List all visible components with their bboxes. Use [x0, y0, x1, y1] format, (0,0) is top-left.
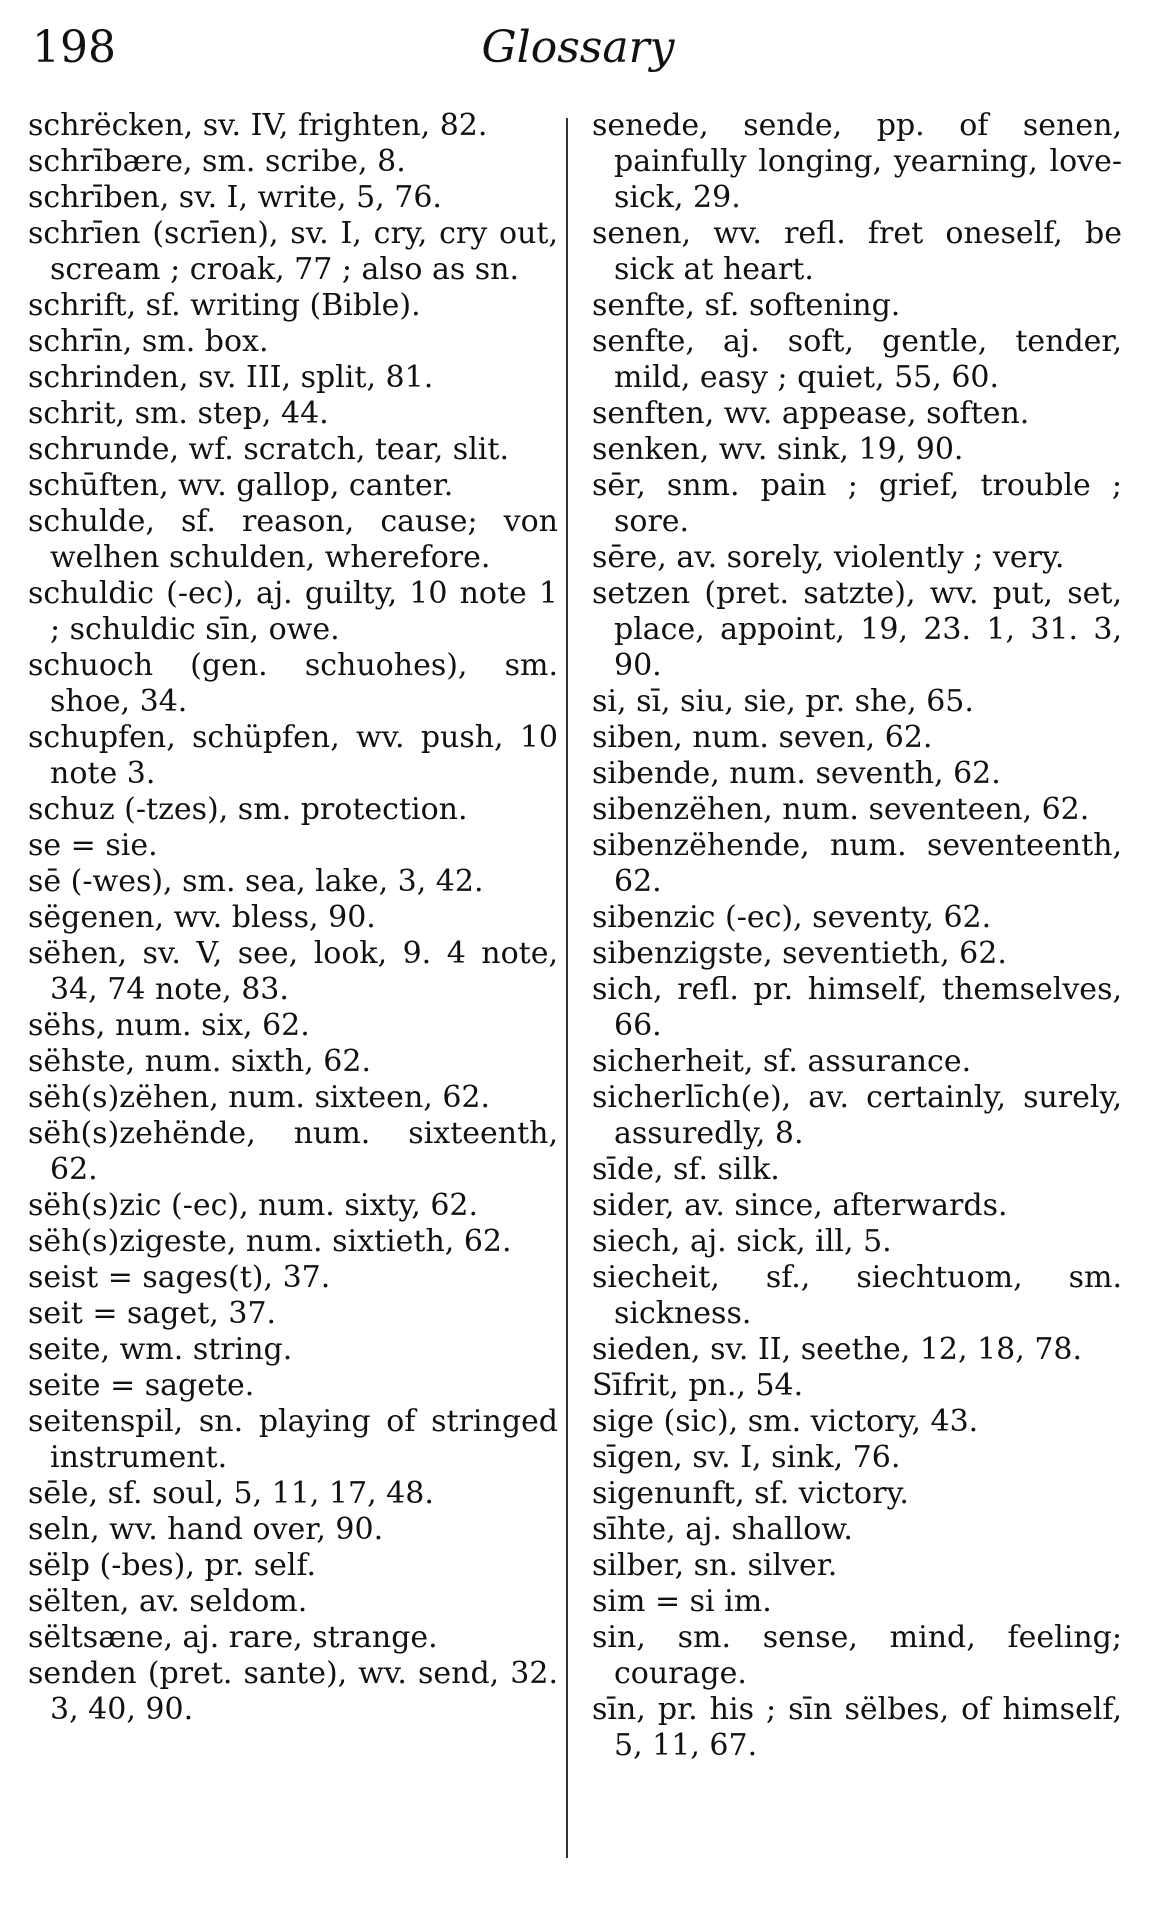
glossary-entry: schulde, sf. reason, cause; von welhen schulden, wherefore.	[28, 504, 558, 575]
glossary-entry: senede, sende, pp. of senen, painfully longing, yearning, love-sick, 29.	[592, 108, 1122, 215]
glossary-entry: sëltsæne, aj. rare, strange.	[28, 1620, 438, 1655]
glossary-entry: sibenzëhende, num. seventeenth, 62.	[592, 828, 1122, 899]
glossary-entry: schrīen (scrīen), sv. I, cry, cry out, scream ; croak, 77 ; also as sn.	[28, 216, 558, 287]
glossary-entry: schrīn, sm. box.	[28, 324, 269, 359]
glossary-entry: setzen (pret. satzte), wv. put, set, place, appoint, 19, 23. 1, 31. 3, 90.	[592, 576, 1122, 683]
glossary-entry: schrift, sf. writing (Bible).	[28, 288, 421, 323]
glossary-column-right	[592, 108, 1122, 1764]
glossary-entry: sëh(s)zëhen, num. sixteen, 62.	[28, 1080, 491, 1115]
glossary-entry: sibenzëhen, num. seventeen, 62.	[592, 792, 1090, 827]
glossary-entry: se = sie.	[28, 828, 158, 863]
glossary-entry: senen, wv. refl. fret oneself, be sick at heart.	[592, 216, 1122, 287]
glossary-entry: sicherheit, sf. assurance.	[592, 1044, 972, 1079]
column-divider	[566, 118, 568, 1858]
glossary-entry: sëhste, num. sixth, 62.	[28, 1044, 371, 1079]
glossary-entry: seit = saget, 37.	[28, 1296, 277, 1331]
glossary-entry: siecheit, sf., siechtuom, sm. sickness.	[592, 1260, 1122, 1331]
glossary-entry: schupfen, schüpfen, wv. push, 10 note 3.	[28, 720, 558, 791]
glossary-entry: sëh(s)zigeste, num. sixtieth, 62.	[28, 1224, 512, 1259]
glossary-entry: senfte, aj. soft, gentle, tender, mild, easy ; quiet, 55, 60.	[592, 324, 1122, 395]
glossary-entry: silber, sn. silver.	[592, 1548, 838, 1583]
glossary-entry: siech, aj. sick, ill, 5.	[592, 1224, 892, 1259]
glossary-entry: schuoch (gen. schuohes), sm. shoe, 34.	[28, 648, 558, 719]
glossary-entry: sēr, snm. pain ; grief, trouble ; sore.	[592, 468, 1122, 539]
glossary-entry: schrinden, sv. III, split, 81.	[28, 360, 434, 395]
glossary-entry: schrīben, sv. I, write, 5, 76.	[28, 180, 442, 215]
glossary-entry: sibenzic (-ec), seventy, 62.	[592, 900, 992, 935]
glossary-entry: schrībære, sm. scribe, 8.	[28, 144, 406, 179]
glossary-entry: Sīfrit, pn., 54.	[592, 1368, 804, 1403]
glossary-entry: senfte, sf. softening.	[592, 288, 901, 323]
glossary-entry: sigenunft, sf. victory.	[592, 1476, 909, 1511]
glossary-entry: sëgenen, wv. bless, 90.	[28, 900, 376, 935]
glossary-entry: siben, num. seven, 62.	[592, 720, 933, 755]
glossary-entry: sëh(s)zic (-ec), num. sixty, 62.	[28, 1188, 479, 1223]
glossary-entry: sëhen, sv. V, see, look, 9. 4 note, 34, 74 note, 83.	[28, 936, 558, 1007]
glossary-entry: schrunde, wf. scratch, tear, slit.	[28, 432, 509, 467]
glossary-entry: sim = si im.	[592, 1584, 772, 1619]
glossary-entry: schūften, wv. gallop, canter.	[28, 468, 454, 503]
glossary-entry: sē (-wes), sm. sea, lake, 3, 42.	[28, 864, 484, 899]
page-number: 198	[32, 22, 116, 73]
glossary-entry: seitenspil, sn. playing of stringed instrument.	[28, 1404, 558, 1475]
glossary-entry: sëhs, num. six, 62.	[28, 1008, 310, 1043]
glossary-entry: sīn, pr. his ; sīn sëlbes, of himself, 5, 11, 67.	[592, 1692, 1122, 1763]
glossary-entry: sin, sm. sense, mind, feeling; courage.	[592, 1620, 1122, 1691]
glossary-entry: seite = sagete.	[28, 1368, 255, 1403]
running-title: Glossary	[481, 22, 675, 73]
glossary-entry: sicherlīch(e), av. certainly, surely, assuredly, 8.	[592, 1080, 1122, 1151]
glossary-entry: sīde, sf. silk.	[592, 1152, 780, 1187]
glossary-entry: sich, refl. pr. himself, themselves, 66.	[592, 972, 1122, 1043]
glossary-entry: seln, wv. hand over, 90.	[28, 1512, 384, 1547]
glossary-entry: sibende, num. seventh, 62.	[592, 756, 1001, 791]
glossary-entry: sibenzigste, seventieth, 62.	[592, 936, 1007, 971]
glossary-column-left	[28, 108, 558, 1728]
glossary-entry: sige (sic), sm. victory, 43.	[592, 1404, 979, 1439]
glossary-entry: sëlp (-bes), pr. self.	[28, 1548, 317, 1583]
glossary-entry: senken, wv. sink, 19, 90.	[592, 432, 964, 467]
glossary-entry: senften, wv. appease, soften.	[592, 396, 1030, 431]
glossary-entry: sëh(s)zehënde, num. sixteenth, 62.	[28, 1116, 558, 1187]
glossary-entry: seist = sages(t), 37.	[28, 1260, 331, 1295]
glossary-entry: sëlten, av. seldom.	[28, 1584, 308, 1619]
glossary-entry: sēle, sf. soul, 5, 11, 17, 48.	[28, 1476, 434, 1511]
glossary-entry: seite, wm. string.	[28, 1332, 293, 1367]
glossary-entry: sider, av. since, afterwards.	[592, 1188, 1008, 1223]
glossary-entry: sīhte, aj. shallow.	[592, 1512, 853, 1547]
glossary-entry: sīgen, sv. I, sink, 76.	[592, 1440, 901, 1475]
glossary-entry: schrit, sm. step, 44.	[28, 396, 329, 431]
glossary-entry: schuz (-tzes), sm. protection.	[28, 792, 468, 827]
glossary-entry: sēre, av. sorely, violently ; very.	[592, 540, 1065, 575]
glossary-entry: si, sī, siu, sie, pr. she, 65.	[592, 684, 974, 719]
glossary-entry: schuldic (-ec), aj. guilty, 10 note 1 ; schuldic sīn, owe.	[28, 576, 558, 647]
glossary-entry: senden (pret. sante), wv. send, 32. 3, 40, 90.	[28, 1656, 558, 1727]
glossary-entry: sieden, sv. II, seethe, 12, 18, 78.	[592, 1332, 1083, 1367]
glossary-entry: schrëcken, sv. IV, frighten, 82.	[28, 108, 488, 143]
